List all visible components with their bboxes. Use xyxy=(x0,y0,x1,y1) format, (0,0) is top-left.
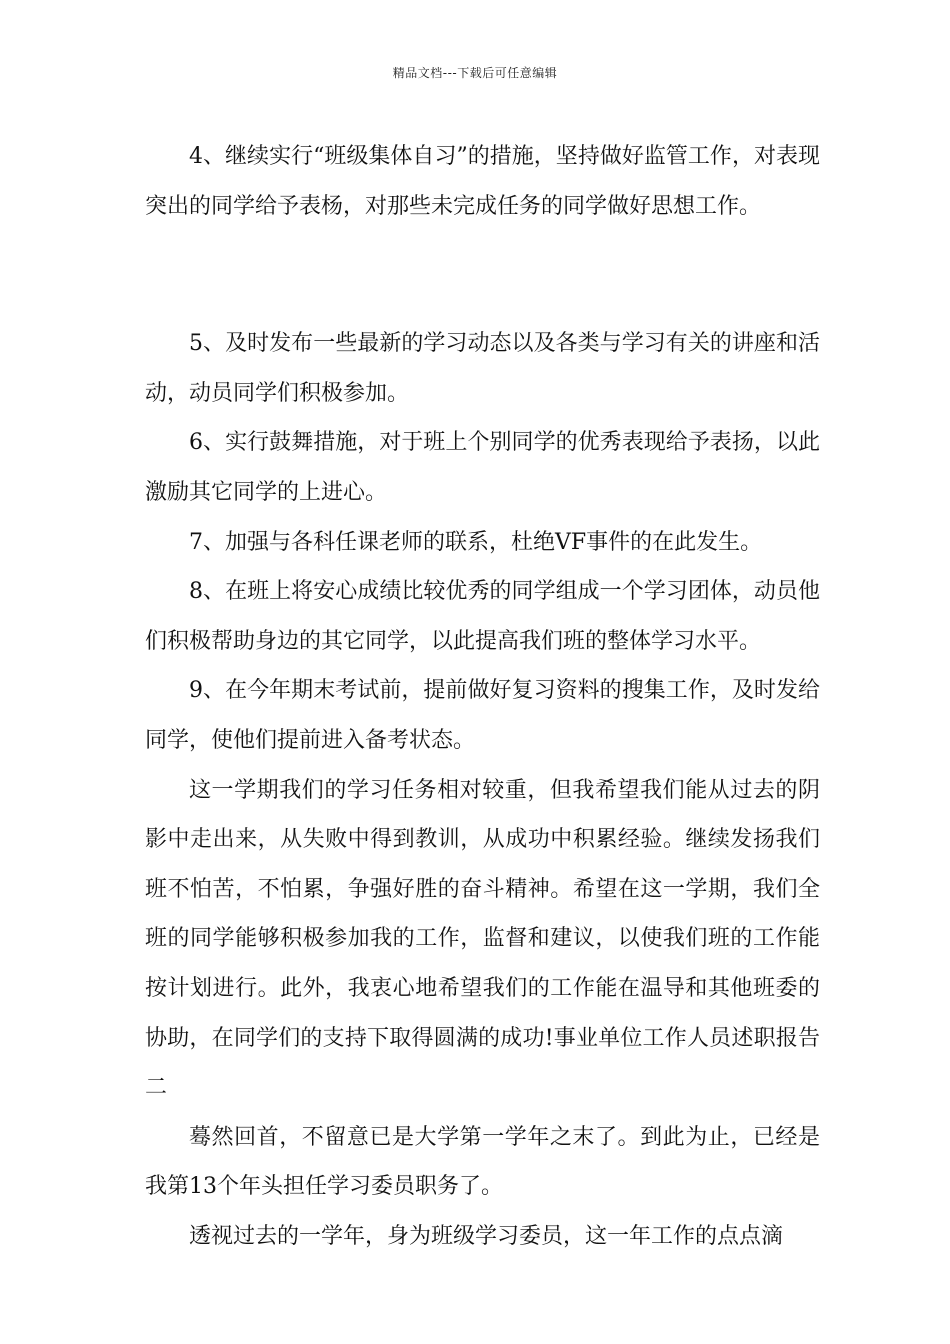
paragraph-gap xyxy=(145,231,820,319)
paragraph-item-7: 7、加强与各科任课老师的联系，杜绝VF事件的在此发生。 xyxy=(189,529,763,555)
page-header: 精品文档---下载后可任意编辑 xyxy=(392,66,558,80)
paragraph-item-5: 5、及时发布一些最新的学习动态以及各类与学习有关的讲座和活动，动员同学们积极参加。 xyxy=(145,331,820,406)
paragraph-review-start: 透视过去的一学年，身为班级学习委员，这一年工作的点点滴 xyxy=(189,1223,784,1249)
paragraph-summary: 这一学期我们的学习任务相对较重，但我希望我们能从过去的阴影中走出来，从失败中得到教训，从成功中积累经验。继续发扬我们班不怕苦，不怕累，争强好胜的奋斗精神。希望在这一学期，我们全班的同学能够积极参加我的工作，监督和建议，以使我们班的工作能按计划进行。此外，我衷心地希望我们的工作能在温导和其他班委的协助，在同学们的支持下取得圆满的成功!事业单位工作人员述职报告二 xyxy=(145,777,820,1101)
paragraph-review-intro: 蓦然回首，不留意已是大学第一学年之末了。到此为止，已经是我第13个年头担任学习委员职务了。 xyxy=(145,1124,820,1200)
paragraph-item-6: 6、实行鼓舞措施，对于班上个别同学的优秀表现给予表扬，以此激励其它同学的上进心。 xyxy=(145,430,820,505)
paragraph-item-9: 9、在今年期末考试前，提前做好复习资料的搜集工作，及时发给同学，使他们提前进入备考状态。 xyxy=(145,678,820,753)
document-body xyxy=(145,132,820,1261)
paragraph-item-8: 8、在班上将安心成绩比较优秀的同学组成一个学习团体，动员他们积极帮助身边的其它同学，以此提高我们班的整体学习水平。 xyxy=(145,579,820,654)
paragraph-item-4: 4、继续实行“班级集体自习”的措施，坚持做好监管工作，对表现突出的同学给予表杨，对那些未完成任务的同学做好思想工作。 xyxy=(145,144,820,219)
